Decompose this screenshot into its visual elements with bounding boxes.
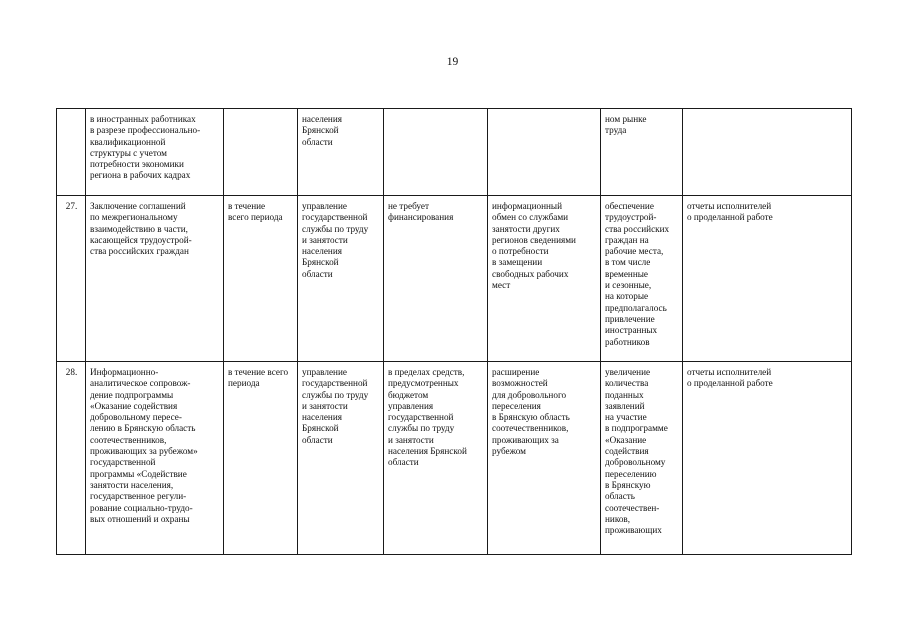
cell-text-line: о проделанной работе (687, 212, 773, 223)
result-cell (601, 109, 683, 196)
table-row (57, 362, 852, 555)
cell-text-line: «Оказание (605, 434, 647, 445)
cell-text-line: привлечение (605, 313, 655, 324)
cell-text-line: касающейся трудоустрой- (90, 234, 192, 245)
cell-text-line: и сезонные, (605, 280, 652, 291)
cell-text-line: населения (302, 114, 342, 124)
funding-cell (384, 362, 488, 555)
control-cell (683, 362, 852, 555)
cell-text-line: труда (605, 125, 627, 136)
measure-cell (86, 196, 224, 362)
control-cell (683, 109, 852, 196)
cell-text-line: структуры с учетом (90, 147, 167, 158)
cell-text-line: квалификационной (90, 136, 166, 147)
cell-text-line: управления (388, 400, 434, 411)
cell-text-line: заявлений (605, 400, 645, 411)
cell-text-line: области (302, 434, 333, 445)
cell-text-line: добровольному (605, 457, 666, 468)
cell-text-line: рубежом (492, 446, 526, 457)
cell-text-line: службы по труду (302, 389, 369, 400)
cell-text-line: предполагалось (605, 302, 667, 313)
cell-text-line: на которые (605, 291, 649, 302)
cell-text-line: содействия (605, 446, 649, 457)
cell-text-line: переселения (492, 400, 541, 411)
cell-text-line: область (605, 491, 635, 502)
cell-text-line: увеличение (605, 367, 651, 377)
cell-text-line: государственной (302, 212, 368, 223)
cell-text-line: службы по труду (302, 223, 369, 234)
cell-text-line: в иностранных работниках (90, 114, 196, 124)
cell-text-line: ном рынке (605, 114, 647, 124)
cell-text-line: аналитическое сопровож- (90, 378, 191, 389)
cell-text-line: «Оказание содействия (90, 400, 178, 411)
cell-text-line: государственной (302, 378, 368, 389)
cell-text-line: отчеты исполнителей (687, 367, 772, 377)
cell-text-line: не требует (388, 201, 429, 211)
cell-text-line: соотечествен- (605, 502, 660, 513)
control-cell (683, 196, 852, 362)
cell-text-line: области (388, 457, 419, 468)
cell-text-line: населения (302, 412, 342, 423)
cell-text-line: проживающих за (492, 434, 559, 445)
cell-text-line: потребности экономики (90, 159, 184, 170)
cell-text-line: Заключение соглашений (90, 201, 186, 211)
page-number: 19 (446, 56, 459, 68)
cell-text-line: финансирования (388, 212, 454, 223)
cell-text-line: региона в рабочих кадрах (90, 170, 191, 181)
cell-text-line: в течение (228, 201, 266, 211)
period-cell (224, 362, 298, 555)
cell-text-line: проживающих за рубежом» (90, 446, 198, 457)
cell-text-line: Информационно- (90, 367, 159, 377)
cell-text-line: ства российских граждан (90, 246, 189, 257)
measures-table (56, 108, 852, 555)
cell-text-line: управление (302, 201, 347, 211)
result-cell (601, 362, 683, 555)
cell-text-line: занятости населения, (90, 479, 174, 490)
content-cell (488, 362, 601, 555)
cell-text-line: в разрезе профессионально- (90, 125, 201, 136)
cell-text-line: для добровольного (492, 389, 567, 400)
cell-text-line: на участие (605, 412, 647, 423)
executor-cell (298, 109, 384, 196)
cell-text-line: переселению (605, 468, 657, 479)
executor-cell (298, 362, 384, 555)
funding-cell (384, 109, 488, 196)
cell-text-line: возможностей (492, 378, 548, 389)
table-row (57, 196, 852, 362)
cell-text-line: всего периода (228, 212, 283, 223)
row-number-cell: 27. (57, 196, 86, 362)
cell-text-line: периода (228, 378, 260, 389)
cell-text-line: ников, (605, 513, 631, 524)
cell-text-line: службы по труду (388, 423, 455, 434)
cell-text-line: работников (605, 336, 650, 347)
result-cell (601, 196, 683, 362)
cell-text-line: обмен со службами (492, 212, 569, 223)
cell-text-line: рабочие места, (605, 246, 664, 257)
cell-text-line: иностранных (605, 325, 658, 336)
row-number-cell (57, 109, 86, 196)
cell-text-line: количества (605, 378, 649, 389)
cell-text-line: области (302, 136, 333, 147)
cell-text-line: вых отношений и охраны (90, 513, 190, 524)
executor-cell (298, 196, 384, 362)
cell-text-line: временные (605, 268, 648, 279)
cell-text-line: информационный (492, 201, 563, 211)
cell-text-line: дение подпрограммы (90, 389, 174, 400)
cell-text-line: соотечественников, (492, 423, 569, 434)
content-cell (488, 196, 601, 362)
cell-text-line: о потребности (492, 246, 549, 257)
cell-text-line: и занятости (302, 234, 348, 245)
cell-text-line: расширение (492, 367, 540, 377)
cell-text-line: Брянской (302, 257, 339, 268)
cell-text-line: населения Брянской (388, 446, 467, 457)
funding-cell (384, 196, 488, 362)
measure-cell (86, 109, 224, 196)
table-row (57, 109, 852, 196)
cell-text-line: ства российских (605, 223, 670, 234)
period-cell (224, 196, 298, 362)
cell-text-line: и занятости (388, 434, 434, 445)
cell-text-line: управление (302, 367, 347, 377)
cell-text-line: бюджетом (388, 389, 429, 400)
cell-text-line: по межрегиональному (90, 212, 178, 223)
content-cell (488, 109, 601, 196)
cell-text-line: проживающих (605, 525, 662, 536)
cell-text-line: государственной (388, 412, 454, 423)
cell-text-line: в Брянскую область (492, 412, 570, 423)
cell-text-line: в том числе (605, 257, 651, 268)
cell-text-line: обеспечение (605, 201, 654, 211)
cell-text-line: государственной (90, 457, 156, 468)
cell-text-line: свободных рабочих (492, 268, 569, 279)
cell-text-line: регионов сведениями (492, 234, 576, 245)
cell-text-line: в пределах средств, (388, 367, 465, 377)
cell-text-line: государственное регули- (90, 491, 187, 502)
cell-text-line: рование социально-трудо- (90, 502, 193, 513)
cell-text-line: и занятости (302, 400, 348, 411)
cell-text-line: взаимодействию в части, (90, 223, 188, 234)
cell-text-line: граждан на (605, 234, 649, 245)
row-number-cell: 28. (57, 362, 86, 555)
cell-text-line: области (302, 268, 333, 279)
cell-text-line: населения (302, 246, 342, 257)
cell-text-line: поданных (605, 389, 644, 400)
period-cell (224, 109, 298, 196)
cell-text-line: в Брянскую (605, 479, 651, 490)
cell-text-line: в течение всего (228, 367, 289, 377)
cell-text-line: трудоустрой- (605, 212, 657, 223)
cell-text-line: лению в Брянскую область (90, 423, 196, 434)
cell-text-line: в замещении (492, 257, 543, 268)
cell-text-line: отчеты исполнителей (687, 201, 772, 211)
measure-cell (86, 362, 224, 555)
cell-text-line: предусмотренных (388, 378, 459, 389)
cell-text-line: занятости других (492, 223, 560, 234)
cell-text-line: Брянской (302, 125, 339, 136)
cell-text-line: о проделанной работе (687, 378, 773, 389)
cell-text-line: в подпрограмме (605, 423, 668, 434)
cell-text-line: добровольному пересе- (90, 412, 182, 423)
cell-text-line: соотечественников, (90, 434, 167, 445)
cell-text-line: Брянской (302, 423, 339, 434)
cell-text-line: мест (492, 280, 511, 291)
cell-text-line: программы «Содействие (90, 468, 187, 479)
